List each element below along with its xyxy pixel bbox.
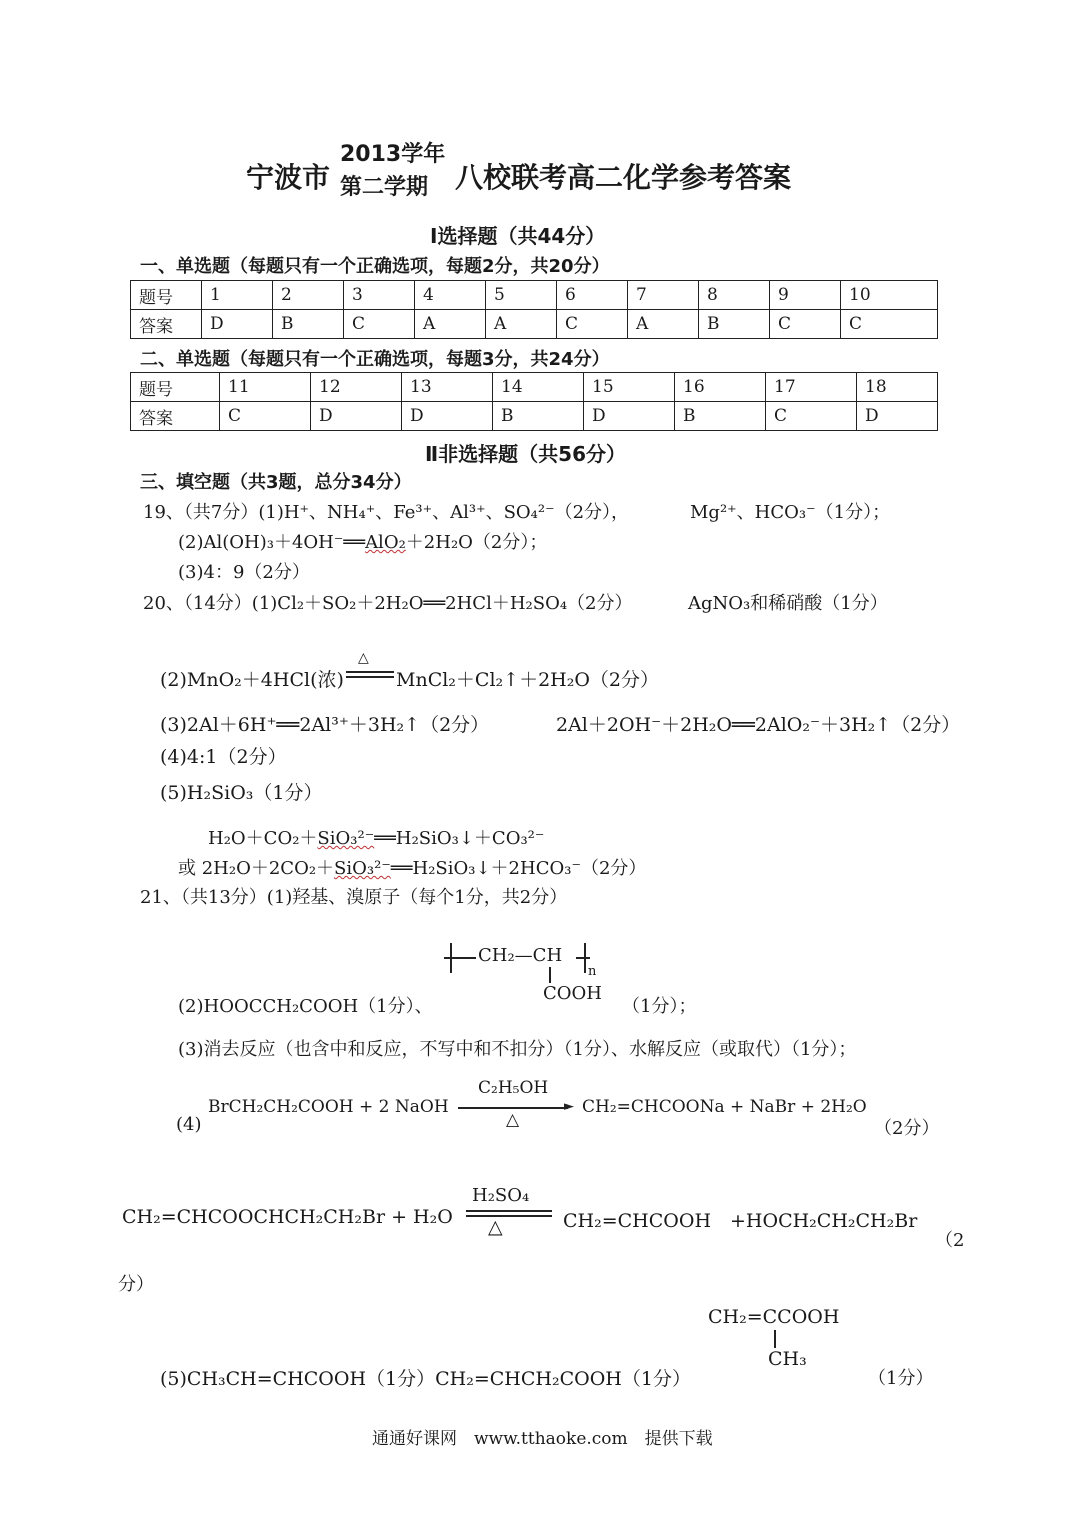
reaction-arrow-line xyxy=(458,1107,568,1109)
table-cell: 3 xyxy=(344,281,415,310)
footer-text: 通通好课网 www.tthaoke.com 提供下载 xyxy=(372,1429,713,1449)
table-cell: 1 xyxy=(202,281,273,310)
ester-condition-bottom: △ xyxy=(488,1216,503,1238)
q20-eq2 xyxy=(178,854,646,880)
q20-eq2-wavy: SiO₃²⁻ xyxy=(334,858,391,879)
answer-table-1 xyxy=(130,280,938,339)
q19-part2 xyxy=(178,528,547,554)
table-cell: D xyxy=(311,402,402,431)
table-cell: C xyxy=(344,310,415,339)
table-row xyxy=(131,310,938,339)
q21-part4-score: （2分） xyxy=(874,1118,940,1139)
q20-part3-b: 2Al＋2OH⁻＋2H₂O══2AlO₂⁻＋3H₂↑（2分） xyxy=(556,714,961,736)
table-cell: 11 xyxy=(220,373,311,402)
q21-part2-score: （1分）； xyxy=(622,996,697,1017)
table-cell: 13 xyxy=(402,373,493,402)
q19-part2-wavy: AlO₂ xyxy=(365,532,406,553)
answer-table-2 xyxy=(130,372,938,431)
table-cell: 16 xyxy=(675,373,766,402)
table-cell: 8 xyxy=(699,281,770,310)
part1-heading: 一、单选题（每题只有一个正确选项，每题2分，共20分） xyxy=(140,256,610,277)
q20-eq1 xyxy=(208,824,544,850)
table-row xyxy=(131,281,938,310)
q20-line1: 20、（14分）(1)Cl₂＋SO₂＋2H₂O══2HCl＋H₂SO₄（2分） xyxy=(143,593,633,614)
q19-line1-right xyxy=(690,498,890,524)
polymer-bond-left xyxy=(444,957,476,959)
q19-part3: (3)4：9（2分） xyxy=(178,562,310,583)
q19-ions-b-score: （1分）； xyxy=(815,502,891,523)
table-cell: C xyxy=(557,310,628,339)
equal-sign-top xyxy=(346,671,394,673)
q19-ions-a-score: （2分）， xyxy=(554,502,630,523)
q20-eq2-pre: 或 2H₂O＋2CO₂＋ xyxy=(178,858,335,879)
q21-part4-label: (4) xyxy=(176,1114,202,1135)
q21-part4-reactants: BrCH₂CH₂COOH + 2 NaOH xyxy=(208,1097,449,1117)
equilibrium-arrow-reverse xyxy=(466,1215,552,1217)
table-cell: 10 xyxy=(841,281,938,310)
table-cell: B xyxy=(273,310,344,339)
delta-symbol: △ xyxy=(358,650,369,666)
row-label-answer: 答案 xyxy=(131,402,220,431)
q20-eq2-post: ══H₂SiO₃↓＋2HCO₃⁻（2分） xyxy=(390,858,647,879)
ester-products: CH₂=CHCOOH +HOCH₂CH₂CH₂Br xyxy=(563,1210,918,1232)
q20-part2-right: MnCl₂＋Cl₂↑＋2H₂O（2分） xyxy=(396,669,660,691)
ester-reactants: CH₂=CHCOOCHCH₂CH₂Br + H₂O xyxy=(122,1206,453,1228)
q20-part3-a: (3)2Al＋6H⁺══2Al³⁺＋3H₂↑（2分） xyxy=(160,714,490,736)
equal-sign-bottom xyxy=(346,676,394,678)
table-row xyxy=(131,373,938,402)
title-main: 八校联考高二化学参考答案 xyxy=(455,161,792,194)
q21-line1: 21、（共13分）(1)羟基、溴原子（每个1分，共2分） xyxy=(140,887,568,908)
q19-ions-b: Mg²⁺、HCO₃⁻ xyxy=(690,502,816,523)
q19-part2-post: ＋2H₂O（2分）； xyxy=(405,532,548,553)
section2-heading: Ⅱ非选择题（共56分） xyxy=(425,442,627,466)
q21-part5-struct-bottom: CH₃ xyxy=(768,1348,807,1370)
q21-part5-score: （1分） xyxy=(868,1368,934,1389)
q21-part5: (5)CH₃CH=CHCOOH（1分）CH₂=CHCH₂COOH（1分） xyxy=(160,1368,691,1390)
q21-part4-products: CH₂=CHCOONa + NaBr + 2H₂O xyxy=(582,1097,867,1117)
q21-part2: (2)HOOCCH₂COOH（1分）、 xyxy=(178,996,433,1017)
q19-prefix: 19、（共7分）(1) xyxy=(143,502,284,523)
q20-eq1-post: ══H₂SiO₃↓＋CO₃²⁻ xyxy=(374,828,545,849)
table-cell: D xyxy=(857,402,938,431)
q20-line1-right: AgNO₃和稀硝酸（1分） xyxy=(688,593,888,614)
q21-part3: (3)消去反应（也含中和反应，不写中和不扣分）（1分）、水解反应（或取代）（1分）； xyxy=(178,1039,857,1060)
polymer-chain: CH₂—CH xyxy=(478,945,563,966)
table-cell: 14 xyxy=(493,373,584,402)
title-city: 宁波市 xyxy=(246,161,331,194)
q20-eq1-wavy: SiO₃²⁻ xyxy=(317,828,375,849)
q19-ions-a: H⁺、NH₄⁺、Fe³⁺、Al³⁺、SO₄²⁻ xyxy=(283,502,555,523)
q21-part4-condition-top: C₂H₅OH xyxy=(478,1078,549,1098)
table-cell: 18 xyxy=(857,373,938,402)
row-label-question: 题号 xyxy=(131,373,220,402)
table-cell: B xyxy=(675,402,766,431)
ester-condition-top: H₂SO₄ xyxy=(472,1185,530,1206)
ester-score-b: 分） xyxy=(118,1274,154,1295)
table-cell: C xyxy=(220,402,311,431)
table-cell: C xyxy=(770,310,841,339)
polymer-substituent: COOH xyxy=(543,983,602,1004)
row-label-answer: 答案 xyxy=(131,310,202,339)
table-cell: D xyxy=(202,310,273,339)
table-cell: 9 xyxy=(770,281,841,310)
part3-heading: 三、填空题（共3题，总分34分） xyxy=(140,472,412,493)
table-cell: 4 xyxy=(415,281,486,310)
q20-eq1-pre: H₂O＋CO₂＋ xyxy=(208,828,318,849)
section1-heading: Ⅰ选择题（共44分） xyxy=(430,224,606,248)
q21-part5-struct-top: CH₂=CCOOH xyxy=(708,1306,840,1328)
polymer-bracket-right xyxy=(584,943,586,973)
q21-part5-vertical-bond xyxy=(774,1330,776,1348)
reaction-arrow-head: ► xyxy=(564,1099,574,1114)
table-cell: 6 xyxy=(557,281,628,310)
part2-heading: 二、单选题（每题只有一个正确选项，每题3分，共24分） xyxy=(140,349,610,370)
table-cell: A xyxy=(628,310,699,339)
q20-part4: (4)4:1（2分） xyxy=(160,746,287,768)
table-cell: 15 xyxy=(584,373,675,402)
q20-part5: (5)H₂SiO₃（1分） xyxy=(160,782,323,804)
row-label-question: 题号 xyxy=(131,281,202,310)
table-cell: A xyxy=(486,310,557,339)
q19-part2-pre: (2)Al(OH)₃＋4OH⁻══ xyxy=(178,532,366,553)
table-cell: 12 xyxy=(311,373,402,402)
table-cell: D xyxy=(402,402,493,431)
table-cell: B xyxy=(699,310,770,339)
polymer-vertical-bond xyxy=(549,967,551,983)
polymer-bond-right xyxy=(576,957,590,959)
table-cell: B xyxy=(493,402,584,431)
table-cell: C xyxy=(766,402,857,431)
q19-line1 xyxy=(143,498,629,524)
table-cell: C xyxy=(841,310,938,339)
q20-part2-left: (2)MnO₂＋4HCl(浓) xyxy=(160,669,344,691)
equilibrium-arrow-forward xyxy=(466,1210,552,1212)
polymer-n: n xyxy=(588,964,597,979)
table-row xyxy=(131,402,938,431)
q21-part4-condition-bottom: △ xyxy=(506,1110,520,1130)
title-term: 第二学期 xyxy=(340,175,429,200)
ester-score-a: （2 xyxy=(935,1230,965,1251)
table-cell: 2 xyxy=(273,281,344,310)
title-year: 2013学年 xyxy=(340,142,446,167)
table-cell: A xyxy=(415,310,486,339)
table-cell: 5 xyxy=(486,281,557,310)
table-cell: 17 xyxy=(766,373,857,402)
table-cell: 7 xyxy=(628,281,699,310)
table-cell: D xyxy=(584,402,675,431)
